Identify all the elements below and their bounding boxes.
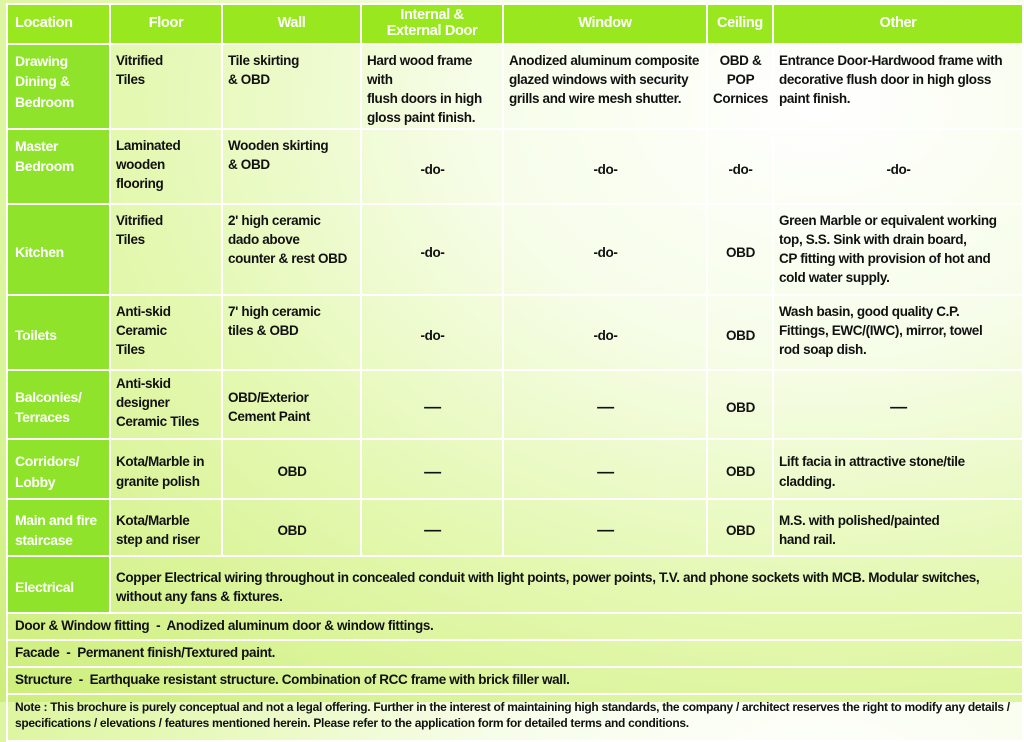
ceiling-cell: OBD (707, 295, 773, 370)
door-cell: -do- (361, 204, 503, 295)
footer-cell (7, 667, 1023, 694)
cell-line: designer (116, 394, 170, 410)
cell-line: flooring (116, 175, 164, 191)
location-cell: Toilets (7, 295, 110, 370)
footer-sep: - (66, 644, 71, 660)
note-row (7, 694, 1023, 741)
cell-line: Main and fire (15, 511, 97, 528)
table-row (7, 295, 1023, 370)
footer-text: Anodized aluminum door & window fittings. (166, 617, 434, 633)
footer-label: Facade (15, 644, 60, 660)
door-cell: — (361, 439, 503, 499)
specifications-table (6, 3, 1024, 742)
cell-line: & OBD (228, 72, 270, 88)
cell-line: Copper Electrical wiring throughout in concealed conduit with light points, power points, T.V. and phone sockets with MCB. Modular switches, (116, 569, 980, 585)
cell-line: gloss paint finish. (367, 110, 476, 126)
other-cell: — (773, 370, 1023, 439)
window-cell: — (503, 370, 707, 439)
other-cell (773, 204, 1023, 295)
wall-cell (222, 370, 361, 439)
location-cell (7, 439, 110, 499)
window-cell: -do- (503, 295, 707, 370)
cell-line: M.S. with polished/painted (779, 512, 940, 528)
footer-sep: - (156, 617, 161, 633)
floor-cell (110, 499, 222, 556)
window-cell: -do- (503, 129, 707, 204)
cell-line: Vitrified (116, 212, 163, 228)
cell-line: glazed windows with security (509, 72, 689, 88)
location-cell: Kitchen (7, 204, 110, 295)
cell-line: granite polish (116, 473, 200, 489)
cell-line: rod soap dish. (779, 341, 867, 357)
cell-line: Lift facia in attractive stone/tile (779, 454, 965, 470)
footer-sep: - (78, 671, 83, 687)
electrical-label: Electrical (7, 556, 110, 613)
window-cell: -do- (503, 204, 707, 295)
ceiling-cell: OBD (707, 439, 773, 499)
floor-cell (110, 439, 222, 499)
header-ceiling: Ceiling (707, 4, 773, 44)
note-label: Note : (15, 699, 48, 714)
window-cell (503, 44, 707, 129)
cell-line: Vitrified (116, 53, 163, 68)
other-cell: -do- (773, 129, 1023, 204)
cell-line: Bedroom (15, 93, 74, 110)
cell-line: decorative flush door in high gloss (779, 72, 992, 88)
cell-line: flush doors in high (367, 91, 482, 107)
cell-line: cladding. (779, 473, 836, 489)
floor-cell (110, 44, 222, 129)
cell-line: Cornices (713, 91, 768, 107)
cell-line: Fittings, EWC/(IWC), mirror, towel (779, 322, 983, 338)
window-cell: — (503, 439, 707, 499)
location-cell (7, 129, 110, 204)
cell-line: Tiles (116, 72, 145, 88)
cell-line: Hard wood frame with (367, 53, 473, 88)
cell-line: top, S.S. Sink with drain board, (779, 231, 967, 247)
header-other: Other (773, 4, 1023, 44)
cell-line: step and riser (116, 532, 200, 548)
cell-line: Master (15, 137, 59, 154)
cell-line: staircase (15, 532, 73, 549)
cell-line: Green Marble or equivalent working (779, 212, 997, 228)
footer-row-structure (7, 667, 1023, 694)
cell-line: cold water supply. (779, 270, 890, 286)
cell-line: OBD & (719, 53, 762, 68)
footer-text: Permanent finish/Textured paint. (77, 644, 276, 660)
wall-cell (222, 129, 361, 204)
table-row (7, 499, 1023, 556)
window-cell: — (503, 499, 707, 556)
cell-line: Drawing (15, 53, 68, 69)
other-cell (773, 499, 1023, 556)
cell-line: & OBD (228, 156, 270, 172)
wall-cell (222, 204, 361, 295)
door-cell: — (361, 499, 503, 556)
location-cell (7, 499, 110, 556)
cell-line: Corridors/ (15, 453, 80, 470)
header-window: Window (503, 4, 707, 44)
cell-line: 2' high ceramic (228, 212, 321, 228)
header-door-line1: Internal & (400, 7, 464, 24)
cell-line: Lobby (15, 473, 56, 490)
door-cell: — (361, 370, 503, 439)
ceiling-cell: OBD (707, 204, 773, 295)
header-row (7, 4, 1023, 44)
cell-line: hand rail. (779, 532, 836, 548)
door-cell (361, 44, 503, 129)
wall-cell: OBD (222, 439, 361, 499)
table-row (7, 370, 1023, 439)
cell-line: Kota/Marble (116, 512, 190, 528)
cell-line: Terraces (15, 409, 70, 426)
header-wall: Wall (222, 4, 361, 44)
cell-line: Ceramic (116, 322, 167, 338)
footer-row-facade (7, 640, 1023, 667)
cell-line: Balconies/ (15, 388, 82, 405)
floor-cell (110, 370, 222, 439)
door-cell: -do- (361, 129, 503, 204)
footer-row-door-window (7, 613, 1023, 640)
electrical-text (110, 556, 1023, 613)
cell-line: CP fitting with provision of hot and (779, 250, 991, 266)
cell-line: Anti-skid (116, 303, 171, 319)
footer-text: Earthquake resistant structure. Combination of RCC frame with brick filler wall. (89, 671, 570, 687)
table-row (7, 44, 1023, 129)
footer-label: Structure (15, 671, 72, 687)
cell-line: Kota/Marble in (116, 454, 205, 470)
cell-line: Dining & (15, 73, 70, 90)
cell-line: Laminated (116, 137, 181, 153)
wall-cell: OBD (222, 499, 361, 556)
header-floor: Floor (110, 4, 222, 44)
cell-line: Ceramic Tiles (116, 413, 200, 429)
other-cell (773, 44, 1023, 129)
other-cell (773, 439, 1023, 499)
cell-line: Bedroom (15, 157, 74, 174)
table-row (7, 129, 1023, 204)
cell-line: 7' high ceramic (228, 303, 321, 319)
cell-line: Tile skirting (228, 53, 299, 68)
table-row (7, 439, 1023, 499)
wall-cell (222, 295, 361, 370)
floor-cell (110, 129, 222, 204)
cell-line: tiles & OBD (228, 322, 299, 338)
header-door-line2: External Door (386, 23, 478, 39)
ceiling-cell: OBD (707, 370, 773, 439)
location-cell (7, 44, 110, 129)
cell-line: dado above (228, 231, 300, 247)
cell-line: Cement Paint (228, 409, 311, 425)
cell-line: Anti-skid (116, 375, 171, 391)
ceiling-cell (707, 44, 773, 129)
footer-cell (7, 613, 1023, 640)
footer-cell (7, 640, 1023, 667)
location-cell (7, 370, 110, 439)
wall-cell (222, 44, 361, 129)
cell-line: POP (726, 72, 755, 88)
ceiling-cell: -do- (707, 129, 773, 204)
cell-line: Tiles (116, 341, 145, 357)
cell-line: Anodized aluminum composite (509, 53, 700, 68)
note-cell (7, 694, 1023, 741)
cell-line: Entrance Door-Hardwood frame with (779, 53, 1003, 68)
cell-line: OBD/Exterior (228, 389, 309, 405)
electrical-row (7, 556, 1023, 613)
header-door (361, 4, 503, 44)
cell-line: Wash basin, good quality C.P. (779, 303, 960, 319)
cell-line: Wooden skirting (228, 137, 329, 153)
header-location: Location (7, 4, 110, 44)
ceiling-cell: OBD (707, 499, 773, 556)
floor-cell (110, 204, 222, 295)
note-text: This brochure is purely conceptual and not a legal offering. Further in the interest of maintaining high standards, the company / architect reserves the right to modify any details / specifications / elevations / features mentioned herein. Please refer to the application form for detailed terms and conditions. (15, 699, 1010, 730)
table-row (7, 204, 1023, 295)
cell-line: Tiles (116, 231, 145, 247)
door-cell: -do- (361, 295, 503, 370)
floor-cell (110, 295, 222, 370)
cell-line: wooden (116, 156, 165, 172)
cell-line: counter & rest OBD (228, 250, 347, 266)
cell-line: paint finish. (779, 91, 851, 107)
cell-line: without any fans & fixtures. (116, 589, 283, 605)
other-cell (773, 295, 1023, 370)
footer-label: Door & Window fitting (15, 617, 150, 633)
cell-line: grills and wire mesh shutter. (509, 91, 682, 107)
